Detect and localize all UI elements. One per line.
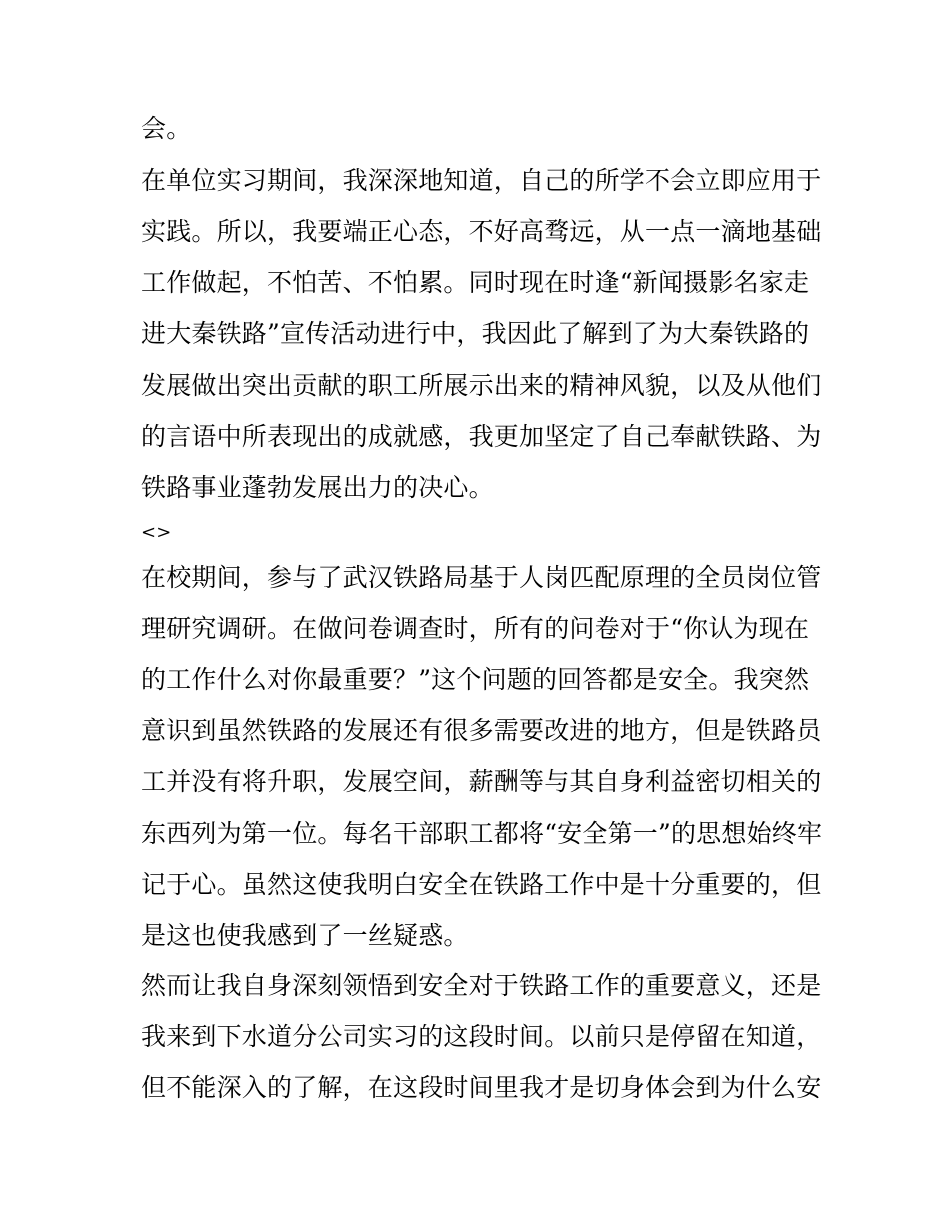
text-line: 实践。所以，我要端正心态，不好高骛远，从一点一滴地基础 (141, 217, 822, 246)
text-line: 发展做出突出贡献的职工所展示出来的精神风貌，以及从他们 (141, 371, 822, 400)
text-line: 是这也使我感到了一丝疑惑。 (141, 921, 469, 950)
text-line: 进大秦铁路”宣传活动进行中，我因此了解到了为大秦铁路的 (141, 319, 810, 348)
text-line: 的工作什么对你最重要？”这个问题的回答都是安全。我突然 (141, 665, 810, 694)
section-marker: <> (141, 522, 172, 543)
text-line: 我来到下水道分公司实习的这段时间。以前只是停留在知道， (141, 1022, 822, 1051)
text-line: 在单位实习期间，我深深地知道，自己的所学不会立即应用于 (141, 166, 822, 195)
text-line: 但不能深入的了解，在这段时间里我才是切身体会到为什么安 (141, 1073, 822, 1102)
text-line: 然而让我自身深刻领悟到安全对于铁路工作的重要意义，还是 (141, 971, 822, 1000)
text-line: 会。 (141, 114, 192, 143)
text-line: 工并没有将升职，发展空间，薪酬等与其自身利益密切相关的 (141, 767, 822, 796)
text-line: 在校期间，参与了武汉铁路局基于人岗匹配原理的全员岗位管 (141, 563, 822, 592)
text-line: 记于心。虽然这使我明白安全在铁路工作中是十分重要的，但 (141, 870, 822, 899)
text-line: 工作做起，不怕苦、不怕累。同时现在时逢“新闻摄影名家走 (141, 268, 810, 297)
text-line: 理研究调研。在做问卷调查时，所有的问卷对于“你认为现在 (141, 614, 810, 643)
text-line: 的言语中所表现出的成就感，我更加坚定了自己奉献铁路、为 (141, 422, 822, 451)
text-line: 东西列为第一位。每名干部职工都将“安全第一”的思想始终牢 (141, 819, 823, 848)
text-line: 铁路事业蓬勃发展出力的决心。 (141, 473, 494, 502)
text-line: 意识到虽然铁路的发展还有很多需要改进的地方，但是铁路员 (141, 716, 822, 745)
